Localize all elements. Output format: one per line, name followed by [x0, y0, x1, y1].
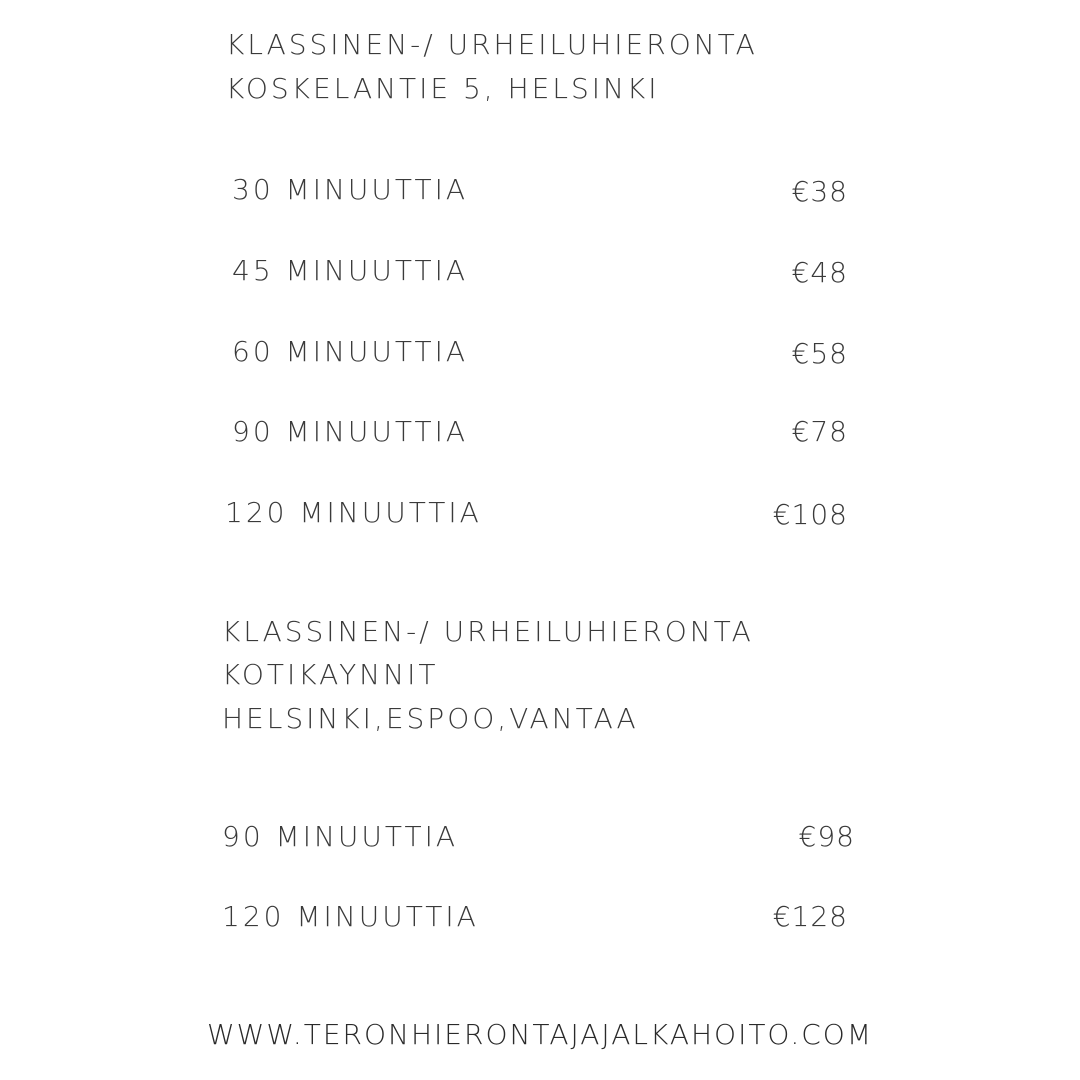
price-row [0, 820, 1080, 863]
price-row [0, 900, 1080, 943]
price-value: €38 [791, 175, 848, 208]
duration-label: 60 MINUUTTIA [232, 335, 469, 368]
price-row [0, 335, 1080, 378]
duration-label: 90 MINUUTTIA [222, 820, 459, 853]
price-value: €128 [772, 900, 848, 933]
price-value: €108 [772, 498, 848, 531]
section2-area: HELSINKI,ESPOO,VANTAA [222, 702, 639, 735]
price-value: €48 [791, 256, 848, 289]
duration-label: 120 MINUUTTIA [225, 496, 482, 529]
section1-address: KOSKELANTIE 5, HELSINKI [226, 72, 660, 105]
price-value: €98 [798, 820, 855, 853]
price-value: €58 [791, 337, 848, 370]
duration-label: 30 MINUUTTIA [232, 173, 469, 206]
price-row [0, 415, 1080, 458]
section2-subtitle: KOTIKAYNNIT [222, 658, 439, 691]
section2-title: KLASSINEN-/ URHEILUHIERONTA [222, 615, 754, 648]
price-value: €78 [791, 415, 848, 448]
website-link[interactable]: WWW.TERONHIERONTAJAJALKAHOITO.COM [207, 1018, 873, 1051]
price-row [0, 496, 1080, 539]
price-row [0, 173, 1080, 216]
price-row [0, 254, 1080, 297]
section1-title: KLASSINEN-/ URHEILUHIERONTA [226, 28, 758, 61]
duration-label: 120 MINUUTTIA [222, 900, 479, 933]
duration-label: 45 MINUUTTIA [232, 254, 469, 287]
duration-label: 90 MINUUTTIA [232, 415, 469, 448]
